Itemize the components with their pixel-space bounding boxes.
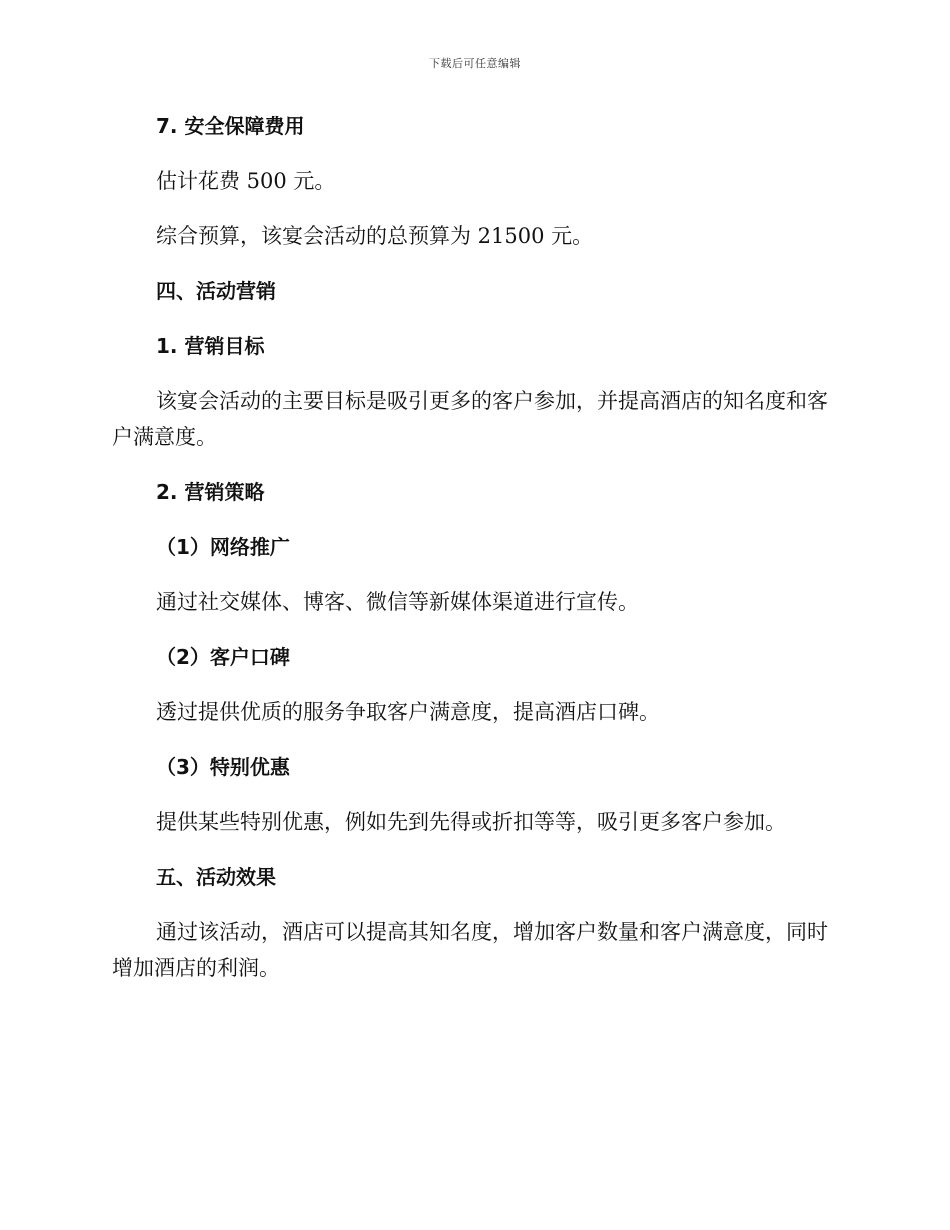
paragraph-safety-cost: 估计花费 500 元。 <box>156 169 336 193</box>
paragraph-total-budget: 综合预算，该宴会活动的总预算为 21500 元。 <box>156 224 594 248</box>
section-heading-marketing: 四、活动营销 <box>156 279 276 303</box>
paragraph-marketing-goal: 该宴会活动的主要目标是吸引更多的客户参加，并提高酒店的知名度和客户满意度。 <box>112 389 828 449</box>
section-heading-activity-effect: 五、活动效果 <box>156 865 276 889</box>
subheading-marketing-goal: 1. 营销目标 <box>156 334 265 358</box>
section-heading-safety-cost: 7. 安全保障费用 <box>156 114 305 138</box>
subheading-marketing-strategy: 2. 营销策略 <box>156 480 265 504</box>
paragraph-word-of-mouth: 透过提供优质的服务争取客户满意度，提高酒店口碑。 <box>156 700 660 724</box>
subheading-online-promotion: （1）网络推广 <box>156 535 290 559</box>
paragraph-activity-effect: 通过该活动，酒店可以提高其知名度，增加客户数量和客户满意度，同时增加酒店的利润。 <box>112 920 828 980</box>
page-header-note: 下载后可任意编辑 <box>429 57 521 70</box>
paragraph-special-offers: 提供某些特别优惠，例如先到先得或折扣等等，吸引更多客户参加。 <box>156 810 786 834</box>
document-body <box>112 108 832 1005</box>
paragraph-online-promotion: 通过社交媒体、博客、微信等新媒体渠道进行宣传。 <box>156 590 639 614</box>
subheading-word-of-mouth: （2）客户口碑 <box>156 645 290 669</box>
subheading-special-offers: （3）特别优惠 <box>156 755 290 779</box>
